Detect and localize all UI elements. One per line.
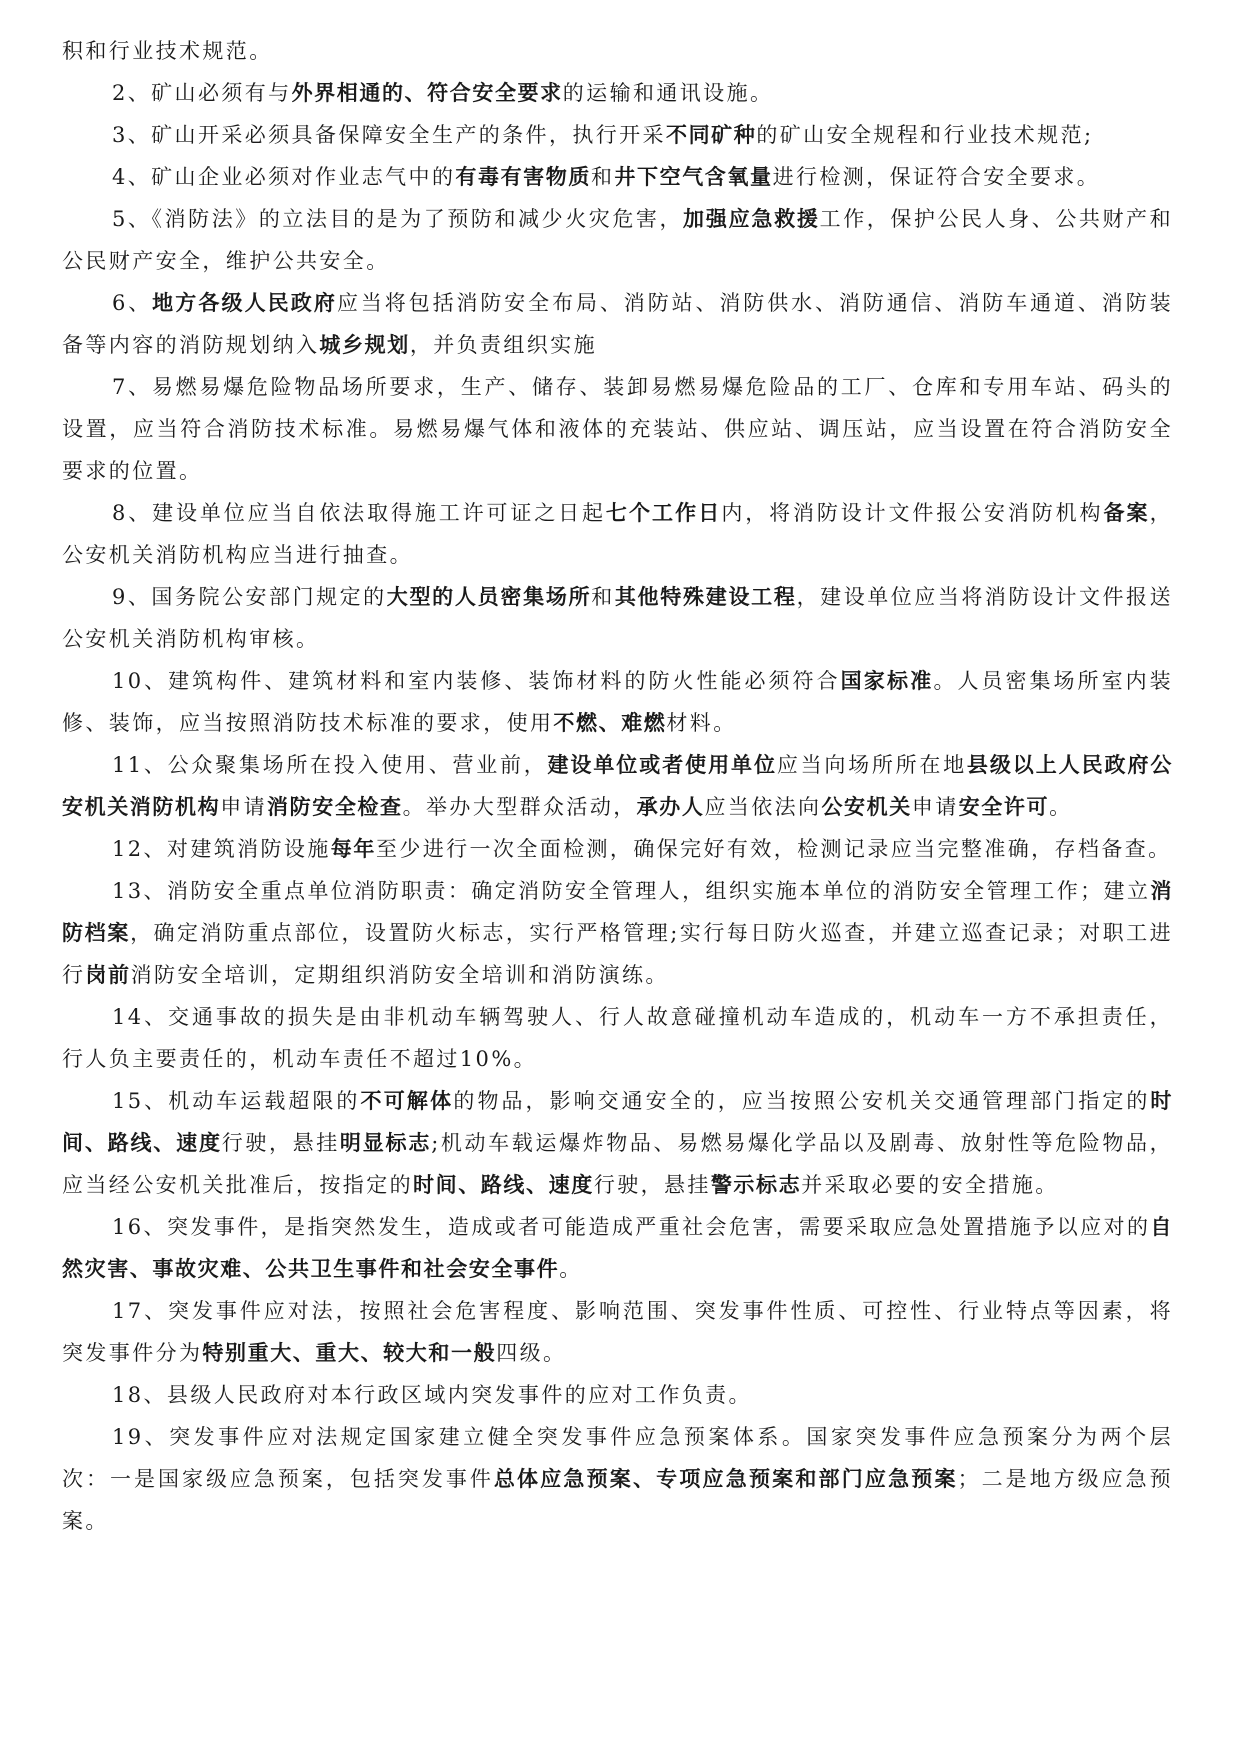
body-text: 行驶，悬挂 xyxy=(221,1131,340,1155)
paragraph-19 xyxy=(62,1416,1173,1542)
body-text: 并采取必要的安全措施。 xyxy=(801,1173,1059,1197)
bold-text: 消防档案 xyxy=(62,879,1173,945)
body-text: 2、矿山必须有与 xyxy=(112,81,292,105)
body-text: ，并负责组织实施 xyxy=(409,333,598,357)
body-text: 材料。 xyxy=(666,711,737,735)
body-text: 的物品，影响交通安全的，应当按照公安机关交通管理部门指定的 xyxy=(453,1089,1151,1113)
body-text: 18、县级人民政府对本行政区域内突发事件的应对工作负责。 xyxy=(112,1383,752,1407)
bold-text: 县级以上人民政府公安机关消防机构 xyxy=(62,753,1174,819)
body-text: 12、对建筑消防设施 xyxy=(112,837,331,861)
body-text: ，确定消防重点部位，设置防火标志，实行严格管理;实行每日防火巡查，并建立巡查记录；对职工进行 xyxy=(62,921,1173,987)
bold-text: 消防安全检查 xyxy=(267,795,403,819)
bold-text: 每年 xyxy=(330,837,376,861)
body-text: 消防安全培训，定期组织消防安全培训和消防演练。 xyxy=(130,963,669,987)
paragraph-7 xyxy=(62,366,1173,492)
bold-text: 特别重大、重大、较大和一般 xyxy=(202,1341,497,1365)
body-text: ;机动车载运爆炸物品、易燃易爆化学品以及剧毒、放射性等危险物品，应当经公安机关批准后，按指定的 xyxy=(62,1131,1173,1197)
paragraph-1 xyxy=(62,30,1173,72)
body-text: 四级。 xyxy=(496,1341,567,1365)
paragraph-15 xyxy=(62,1080,1173,1206)
body-text: 和 xyxy=(591,585,615,609)
bold-text: 不同矿种 xyxy=(665,123,757,147)
bold-text: 总体应急预案、专项应急预案和部门应急预案 xyxy=(493,1467,958,1491)
bold-text: 承办人 xyxy=(636,795,705,819)
body-text: 的矿山安全规程和行业技术规范; xyxy=(756,123,1094,147)
bold-text: 有毒有害物质 xyxy=(455,165,591,189)
bold-text: 备案 xyxy=(1103,501,1150,525)
body-text: 。 xyxy=(1049,795,1073,819)
bold-text: 安全许可 xyxy=(958,795,1050,819)
bold-text: 井下空气含氧量 xyxy=(614,165,773,189)
body-text: 应当将包括消防安全布局、消防站、消防供水、消防通信、消防车通道、消防装备等内容的消防规划纳入 xyxy=(62,291,1173,357)
body-text: 11、公众聚集场所在投入使用、营业前， xyxy=(112,753,548,777)
body-text: 7、易燃易爆危险物品场所要求，生产、储存、装卸易燃易爆危险品的工厂、仓库和专用车站、码头的设置，应当符合消防技术标准。易燃易爆气体和液体的充装站、供应站、调压站，应当设置在符合消防安全要求的位置。 xyxy=(62,375,1173,483)
body-text: 17、突发事件应对法，按照社会危害程度、影响范围、突发事件性质、可控性、行业特点等因素，将突发事件分为 xyxy=(62,1299,1173,1365)
paragraph-16 xyxy=(62,1206,1173,1290)
body-text: 的运输和通讯设施。 xyxy=(562,81,774,105)
body-text: 行驶，悬挂 xyxy=(593,1173,711,1197)
bold-text: 七个工作日 xyxy=(605,501,722,525)
bold-text: 地方各级人民政府 xyxy=(152,291,337,315)
body-text: 。 xyxy=(559,1257,583,1281)
bold-text: 外界相通的、符合安全要求 xyxy=(291,81,563,105)
paragraph-2 xyxy=(62,72,1173,114)
bold-text: 岗前 xyxy=(85,963,131,987)
body-text: 进行检测，保证符合安全要求。 xyxy=(772,165,1101,189)
bold-text: 加强应急救援 xyxy=(683,207,820,231)
body-text: ；二是地方级应急预案。 xyxy=(62,1467,1173,1533)
body-text: 申请 xyxy=(220,795,268,819)
paragraph-13 xyxy=(62,870,1173,996)
body-text: 8、建设单位应当自依法取得施工许可证之日起 xyxy=(112,501,606,525)
bold-text: 不可解体 xyxy=(360,1089,454,1113)
bold-text: 公安机关 xyxy=(821,795,912,819)
body-text: 内，将消防设计文件报公安消防机构 xyxy=(721,501,1104,525)
body-text: ，公安机关消防机构应当进行抽查。 xyxy=(62,501,1174,567)
body-text: 申请 xyxy=(911,795,959,819)
body-text: 应当向场所所在地 xyxy=(776,753,967,777)
paragraph-11 xyxy=(62,744,1173,828)
bold-text: 建设单位或者使用单位 xyxy=(547,753,777,777)
body-text: 15、机动车运载超限的 xyxy=(112,1089,361,1113)
body-text: ，建设单位应当将消防设计文件报送公安机关消防机构审核。 xyxy=(62,585,1173,651)
paragraph-3 xyxy=(62,114,1173,156)
paragraph-5 xyxy=(62,198,1173,282)
bold-text: 国家标准 xyxy=(840,669,934,693)
bold-text: 城乡规划 xyxy=(319,333,410,357)
paragraph-8 xyxy=(62,492,1173,576)
paragraph-14 xyxy=(62,996,1173,1080)
bold-text: 自然灾害、事故灾难、公共卫生事件和社会安全事件 xyxy=(62,1215,1173,1281)
bold-text: 其他特殊建设工程 xyxy=(614,585,797,609)
body-text: 积和行业技术规范。 xyxy=(62,39,273,63)
body-text: 工作，保护公民人身、公共财产和公民财产安全，维护公共安全。 xyxy=(62,207,1173,273)
paragraph-4 xyxy=(62,156,1173,198)
body-text: 14、交通事故的损失是由非机动车辆驾驶人、行人故意碰撞机动车造成的，机动车一方不承担责任，行人负主要责任的，机动车责任不超过10%。 xyxy=(62,1005,1173,1071)
bold-text: 时间、路线、速度 xyxy=(62,1089,1173,1155)
paragraph-10 xyxy=(62,660,1173,744)
paragraph-18 xyxy=(62,1374,1173,1416)
document-body xyxy=(62,30,1173,1542)
body-text: 19、突发事件应对法规定国家建立健全突发事件应急预案体系。国家突发事件应急预案分为两个层次：一是国家级应急预案，包括突发事件 xyxy=(62,1425,1173,1491)
body-text: 应当依法向 xyxy=(704,795,822,819)
body-text: 5、《消防法》的立法目的是为了预防和减少火灾危害， xyxy=(112,207,684,231)
body-text: 6、 xyxy=(112,291,153,315)
body-text: 13、消防安全重点单位消防职责：确定消防安全管理人，组织实施本单位的消防安全管理工作；建立 xyxy=(112,879,1151,903)
body-text: 9、国务院公安部门规定的 xyxy=(112,585,387,609)
body-text: 3、矿山开采必须具备保障安全生产的条件，执行开采 xyxy=(112,123,666,147)
body-text: 10、建筑构件、建筑材料和室内装修、装饰材料的防火性能必须符合 xyxy=(112,669,841,693)
body-text: 4、矿山企业必须对作业志气中的 xyxy=(112,165,456,189)
bold-text: 不燃、难燃 xyxy=(553,711,667,735)
body-text: 和 xyxy=(590,165,615,189)
bold-text: 大型的人员密集场所 xyxy=(386,585,592,609)
bold-text: 明显标志 xyxy=(339,1131,432,1155)
paragraph-12 xyxy=(62,828,1173,870)
body-text: 16、突发事件，是指突然发生，造成或者可能造成严重社会危害，需要采取应急处置措施予以应对的 xyxy=(112,1215,1151,1239)
bold-text: 时间、路线、速度 xyxy=(413,1173,594,1197)
paragraph-9 xyxy=(62,576,1173,660)
body-text: 。举办大型群众活动， xyxy=(402,795,637,819)
bold-text: 警示标志 xyxy=(710,1173,802,1197)
paragraph-17 xyxy=(62,1290,1173,1374)
body-text: 至少进行一次全面检测，确保完好有效，检测记录应当完整准确，存档备查。 xyxy=(375,837,1172,861)
paragraph-6 xyxy=(62,282,1173,366)
body-text: 。人员密集场所室内装修、装饰，应当按照消防技术标准的要求，使用 xyxy=(62,669,1174,735)
